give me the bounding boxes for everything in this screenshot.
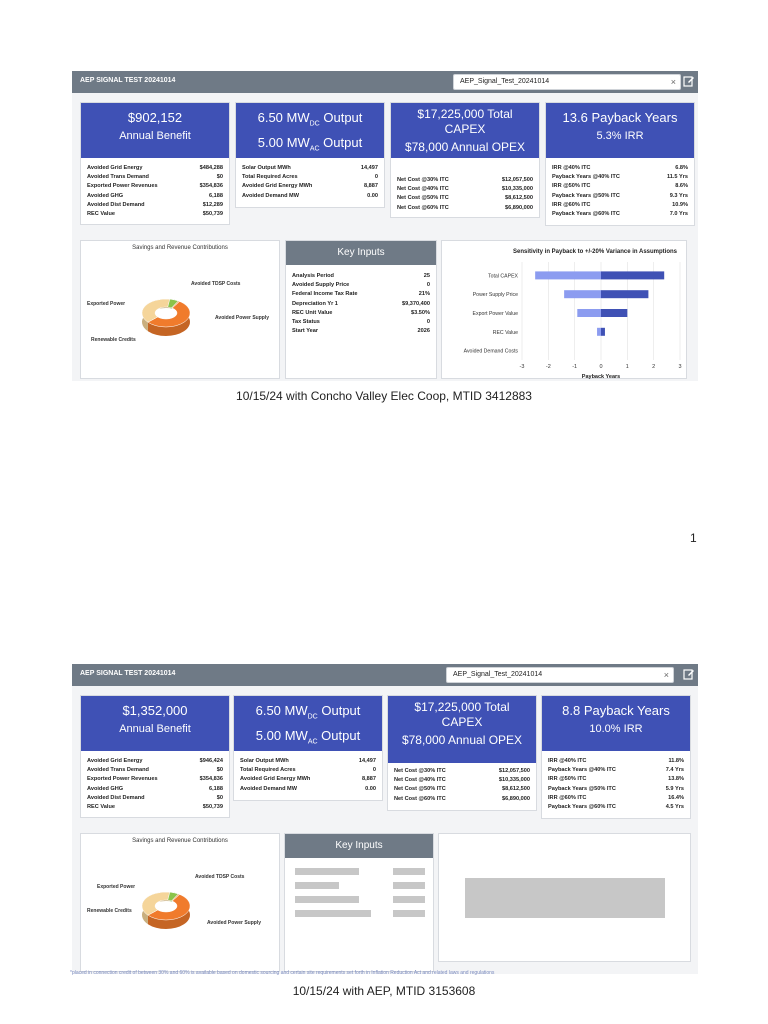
metric-label: Exported Power Revenues [87,776,158,783]
caption-2: 10/15/24 with AEP, MTID 3153608 [292,984,476,998]
metric-label: REC Unit Value [292,309,333,316]
app-header-bar [72,664,698,686]
metric-value: $354,836 [199,776,223,783]
metric-value: 6.8% [675,165,688,171]
metric-value: 8.6% [675,183,688,190]
label-tdsp-costs: Avoided TDSP Costs [191,281,241,287]
metric-value: $3.50% [411,309,430,316]
benefit-breakdown [81,751,229,816]
app-header-bar [72,71,698,93]
metric-label: Payback Years @60% ITC [548,804,616,811]
payback-card [545,102,695,226]
metric-value: $8,612,500 [502,786,530,793]
clear-icon[interactable]: × [670,77,676,87]
metric-value: $50,739 [202,804,223,811]
metric-value: 7.0 Yrs [669,211,688,218]
metric-label: Net Cost @50% ITC [397,195,449,202]
metric-row [394,795,530,804]
metric-value: 0 [426,319,430,326]
x-tick-label: 3 [678,364,682,370]
metric-row [397,194,533,203]
x-tick-label: -2 [545,364,551,370]
metric-label: Net Cost @60% ITC [394,795,446,802]
output-breakdown [236,158,384,205]
bar-minus20pct [597,328,601,336]
metric-row [552,182,688,191]
metric-label: Exported Power Revenues [87,183,158,190]
label-exported-power: Exported Power [97,884,136,890]
category-label: Total CAPEX [488,273,518,280]
metric-label: Net Cost @50% ITC [394,786,446,793]
metric-label: IRR @50% ITC [552,183,591,190]
category-label: Export Power Value [472,311,518,317]
annual-benefit-label: Annual Benefit [119,130,191,142]
metric-value: 5.9 Yrs [665,785,684,792]
metric-value: 10.9% [672,201,688,208]
chart-placeholder [465,878,665,918]
metric-value: $10,335,000 [498,777,530,784]
metric-row [87,803,223,812]
metric-label: Net Cost @30% ITC [397,177,449,183]
ac-output: 5.00 $MW_{AC}$ Output [255,727,361,746]
metric-row [87,164,223,173]
label-power-supply: Avoided Power Supply [215,315,269,321]
page-number: 1 [690,531,697,545]
key-inputs-panel [285,240,437,379]
app-title: AEP SIGNAL TEST 20241014 [80,77,176,84]
label-renewable-credits: Renewable Credits [91,337,136,343]
skeleton-bar [393,882,425,889]
metric-label: Start Year [292,328,319,335]
metric-value: 21% [418,291,430,298]
skeleton-bar [295,868,359,875]
metric-value: 8,887 [362,776,376,783]
metric-value: $8,612,500 [505,195,533,202]
metric-value: 13.8% [668,776,684,783]
metric-label: IRR @50% ITC [548,776,587,783]
x-tick-label: 0 [599,364,603,370]
metric-value: $0 [216,174,223,181]
metric-label: Total Required Acres [242,174,298,181]
dc-output: 6.50 $MW_{DC}$ Output [255,703,361,721]
metric-row [292,290,430,299]
metric-label: Solar Output MWh [242,165,291,171]
file-name-field[interactable] [453,74,681,90]
x-axis-label: Payback Years [581,374,621,380]
key-inputs-panel [284,833,434,972]
metric-value: $12,057,500 [501,177,533,183]
dc-output: 6.50 $MW_{DC}$ Output [257,110,363,128]
metric-row [242,164,378,173]
metric-value: 9.3 Yrs [669,192,688,199]
x-tick-label: -3 [519,364,525,370]
metric-row [292,281,430,290]
metric-label: Avoided Grid Energy MWh [242,183,313,190]
metric-label: Total Required Acres [240,767,296,774]
metric-label: Avoided Dist Demand [87,794,145,801]
sensitivity-panel [441,240,687,379]
file-name-value: AEP_Signal_Test_20241014 [453,671,543,678]
skeleton-bar [295,910,371,917]
caption-1: 10/15/24 with Concho Valley Elec Coop, MTID 3412883 [236,389,532,403]
annual-benefit-card [80,695,230,818]
metric-label: Payback Years @40% ITC [548,767,616,774]
metric-label: Net Cost @60% ITC [397,204,449,211]
x-tick-label: -1 [572,364,578,370]
metric-row [240,785,376,794]
app-title: AEP SIGNAL TEST 20241014 [80,670,176,677]
sensitivity-chart [442,241,688,380]
category-label: REC Value [492,329,518,336]
label-power-supply: Avoided Power Supply [207,920,261,926]
metric-value: $6,890,000 [505,204,533,211]
capex-card [390,102,540,218]
metric-label: Payback Years @50% ITC [552,192,620,199]
bar-minus20pct [564,290,601,298]
chart-title: Sensitivity in Payback to +/-20% Variance in Assumptions [512,249,678,255]
metric-value: 0.00 [365,785,376,792]
metric-label: IRR @40% ITC [548,758,587,764]
metric-label: Avoided GHG [87,192,124,199]
capex-total: $17,225,000 Total [417,107,513,121]
metric-label: IRR @60% ITC [548,794,587,801]
irr-breakdown [546,158,694,223]
skeleton-bar [295,882,339,889]
metric-label: Payback Years @50% ITC [548,785,616,792]
metric-row [548,766,684,775]
metric-value: 0.00 [367,192,378,199]
metric-row [548,775,684,784]
metric-row [394,776,530,785]
metric-row [548,757,684,766]
label-renewable-credits: Renewable Credits [87,908,132,914]
metric-value: 0 [374,174,378,181]
metric-label: Net Cost @40% ITC [397,186,449,193]
annual-benefit-value: $902,152 [127,110,183,125]
metric-row [87,757,223,766]
skeleton-bar [295,896,359,903]
metric-row [292,327,430,336]
metric-value: 7.4 Yrs [665,767,684,774]
metric-row [87,794,223,803]
footnote: *placed in connection credit of between 30% and 60% is available based on domestic sourcing and certain site requirements set forth in Inflation Reduction Act and related laws and regulations [70,970,495,975]
metric-row [394,767,530,776]
bar-minus20pct [535,271,601,279]
metric-value: $9,370,400 [402,300,430,307]
edit-icon[interactable] [683,75,695,87]
metric-value: 2026 [417,328,430,335]
metric-value: $484,288 [199,165,223,171]
metric-label: Avoided Demand MW [242,192,299,199]
metric-value: $946,424 [199,758,223,764]
metric-label: Payback Years @40% ITC [552,174,620,181]
bar-minus20pct [577,309,601,317]
metric-value: 0 [426,282,430,289]
metric-label: Avoided GHG [87,785,124,792]
savings-donut-panel [80,833,280,972]
payback-years: 13.6 Payback Years [562,110,678,125]
metric-label: Avoided Demand MW [240,785,297,792]
metric-row [87,775,223,784]
capex-total: $17,225,000 Total [414,700,510,714]
capex-label: CAPEX [441,715,483,729]
dashboard-screenshot-2 [72,664,698,974]
metric-label: Avoided Grid Energy [87,758,143,764]
metric-value: $0 [216,767,223,774]
file-name-value: AEP_Signal_Test_20241014 [460,78,550,85]
output-breakdown [234,751,382,798]
metric-label: Avoided Grid Energy MWh [240,776,311,783]
net-cost-breakdown [388,763,536,808]
metric-row [394,785,530,794]
metric-value: 16.4% [668,794,684,801]
skeleton-bar [393,896,425,903]
metric-label: Federal Income Tax Rate [292,291,358,298]
net-cost-breakdown [391,158,539,217]
bar-plus20pct [601,271,664,279]
metric-label: Avoided Dist Demand [87,201,145,208]
capex-label: CAPEX [444,122,486,136]
metric-value: 8,887 [364,183,378,190]
metric-row [240,757,376,766]
metric-label: IRR @40% ITC [552,165,591,171]
metric-value: 6,188 [209,785,223,792]
metric-value: 4.5 Yrs [665,804,684,811]
metric-row [397,176,533,185]
metric-row [397,185,533,194]
bar-plus20pct [601,309,627,317]
metric-row [87,210,223,219]
bar-plus20pct [601,328,605,336]
payback-years: 8.8 Payback Years [562,703,670,718]
dashboard-screenshot-1 [72,71,698,381]
skeleton-bar [393,868,425,875]
metric-value: $10,335,000 [501,186,533,193]
metric-label: Net Cost @30% ITC [394,768,446,774]
metric-row [548,785,684,794]
metric-label: Analysis Period [292,273,334,279]
irr-breakdown [542,751,690,816]
metric-value: $12,289 [202,201,223,208]
key-inputs-title: Key Inputs [286,241,436,265]
metric-value: 11.5 Yrs [666,174,688,181]
metric-value: $50,739 [202,211,223,218]
sensitivity-panel-loading [438,833,691,962]
metric-value: $6,890,000 [502,795,530,802]
x-tick-label: 2 [652,364,656,370]
annual-opex: $78,000 Annual OPEX [404,140,526,154]
metric-row [552,173,688,182]
metric-value: 6,188 [209,192,223,199]
file-name-field[interactable] [446,667,674,683]
metric-label: REC Value [87,804,115,811]
label-tdsp-costs: Avoided TDSP Costs [195,874,245,880]
output-card [233,695,383,801]
metric-row [292,272,430,281]
skeleton-bar [393,910,425,917]
metric-label: Payback Years @60% ITC [552,211,620,218]
metric-value: 25 [423,273,430,279]
clear-icon[interactable]: × [663,670,669,680]
metric-label: Depreciation Yr 1 [292,300,338,307]
metric-value: 14,497 [360,165,378,171]
annual-benefit-card [80,102,230,225]
annual-opex: $78,000 Annual OPEX [401,733,523,747]
label-exported-power: Exported Power [87,301,126,307]
metric-row [240,775,376,784]
irr-value: 10.0% IRR [589,723,643,735]
metric-label: Tax Status [292,319,320,326]
metric-row [242,173,378,182]
donut-title: Savings and Revenue Contributions [132,245,228,251]
metric-label: Avoided Supply Price [292,282,350,289]
metric-row [87,766,223,775]
metric-row [87,785,223,794]
annual-benefit-value: $1,352,000 [122,703,188,718]
savings-donut-panel [80,240,280,379]
benefit-breakdown [81,158,229,223]
metric-row [240,766,376,775]
metric-value: $354,836 [199,183,223,190]
ac-output: 5.00 $MW_{AC}$ Output [257,134,363,153]
metric-row [548,803,684,812]
output-card [235,102,385,208]
metric-label: Net Cost @40% ITC [394,777,446,784]
metric-row [552,164,688,173]
capex-card [387,695,537,811]
metric-value: $12,057,500 [498,768,530,774]
metric-row [397,204,533,213]
payback-card [541,695,691,819]
metric-label: IRR @60% ITC [552,201,591,208]
annual-benefit-label: Annual Benefit [119,723,191,735]
key-inputs-loading [285,858,433,968]
metric-row [552,210,688,219]
metric-value: 11.8% [668,758,684,764]
key-inputs-title: Key Inputs [285,834,433,858]
metric-value: $0 [216,794,223,801]
metric-row [87,201,223,210]
metric-value: 0 [372,767,376,774]
metric-row [87,182,223,191]
category-label: Avoided Demand Costs [463,348,518,355]
bar-plus20pct [601,290,648,298]
irr-value: 5.3% IRR [596,130,644,142]
metric-label: Solar Output MWh [240,758,289,764]
metric-row [552,192,688,201]
x-tick-label: 1 [625,364,629,370]
metric-row [292,309,430,318]
metric-row [87,192,223,201]
metric-label: Avoided Grid Energy [87,165,143,171]
metric-row [242,182,378,191]
metric-row [292,300,430,309]
metric-label: Avoided Trans Demand [87,174,149,181]
metric-row [242,192,378,201]
metric-row [552,201,688,210]
metric-row [87,173,223,182]
metric-row [548,794,684,803]
donut-title: Savings and Revenue Contributions [132,838,228,844]
edit-icon[interactable] [683,668,695,680]
metric-row [292,318,430,327]
key-inputs-list [286,265,436,343]
metric-label: Avoided Trans Demand [87,767,149,774]
category-label: Power Supply Price [472,292,518,299]
metric-label: REC Value [87,211,115,218]
metric-value: 14,497 [358,758,376,764]
